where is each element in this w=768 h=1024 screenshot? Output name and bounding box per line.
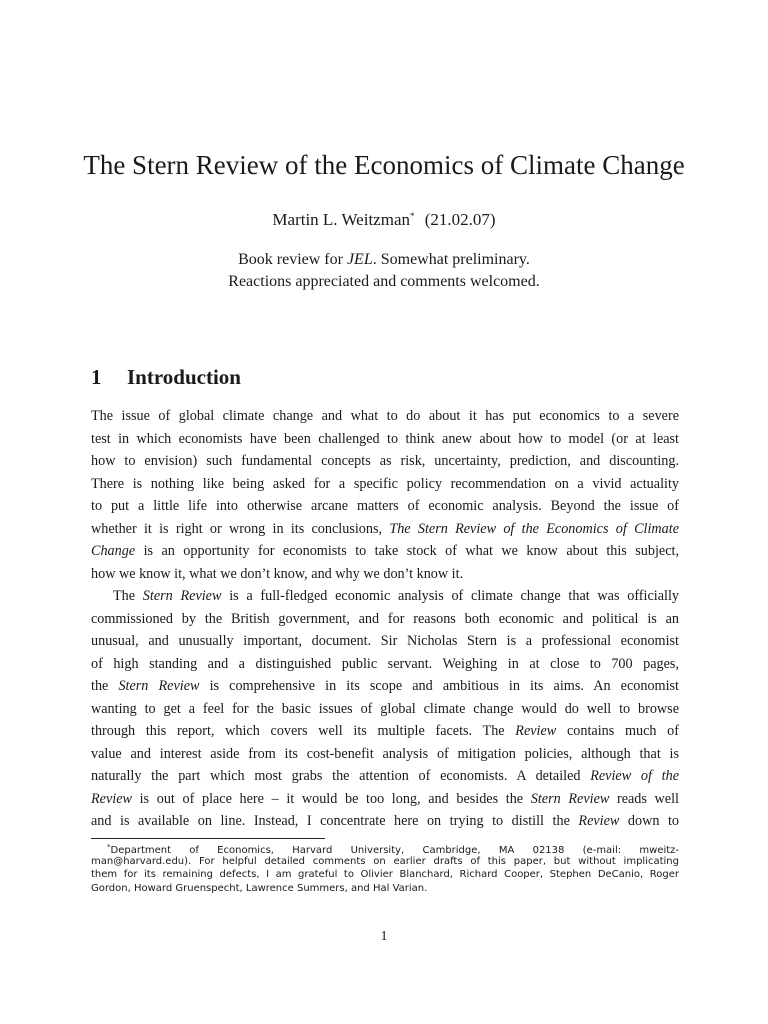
text-span: The	[113, 588, 143, 604]
text-span: through this report, which covers well its multiple facets. The	[91, 723, 516, 739]
book-title: Review	[515, 723, 557, 739]
book-title: Stern Review	[142, 588, 222, 604]
text-span: reads well	[609, 790, 679, 807]
book-title: The Stern Review of the Economics of Climate	[389, 520, 679, 537]
text-span: is an opportunity for economists to take stock of what we know about this subject,	[135, 543, 679, 559]
text-line	[91, 720, 679, 743]
footnote-marker: *	[107, 843, 111, 851]
text-span: down to	[619, 813, 679, 829]
author-footnote-marker: *	[410, 211, 415, 221]
review-note-prefix: Book review for	[238, 251, 347, 268]
text-line	[91, 518, 679, 541]
text-span: and is available on line. Instead, I concentrate here on trying to distill the	[91, 813, 579, 829]
body-text	[91, 405, 679, 833]
text-line: unusual, and unusually important, document. Sir Nicholas Stern is a professional economist	[91, 633, 679, 649]
review-note	[0, 249, 768, 271]
book-title: Review of the	[590, 768, 679, 784]
author-name: Martin L. Weitzman	[272, 210, 410, 229]
text-span: is out of place here – it would be too long, and besides the	[131, 790, 531, 807]
text-line: how to envision) such fundamental concepts as risk, uncertainty, prediction, and discounting.	[91, 453, 679, 469]
text-line: value and interest aside from its cost-benefit analysis of mitigation policies, although that is	[91, 745, 679, 762]
footnote-rule	[91, 838, 325, 839]
text-line: There is nothing like being asked for a specific policy recommendation on a vivid actuality	[91, 475, 679, 492]
text-line	[91, 675, 679, 698]
text-span: is a full-fledged economic analysis of climate change that was officially	[221, 588, 679, 604]
paper-date: (21.02.07)	[424, 210, 496, 229]
text-line: to put a little life into otherwise arcane matters of economic analysis. Beyond the issue of	[91, 498, 679, 514]
text-span: contains much of	[556, 723, 679, 739]
footnote	[91, 841, 679, 895]
author-line	[0, 204, 768, 232]
text-span: the	[91, 678, 119, 694]
text-line: test in which economists have been challenged to think anew about how to model (or at least	[91, 430, 679, 447]
text-line: commissioned by the British government, and for reasons both economic and political is an	[91, 610, 679, 627]
page-number: 1	[380, 929, 388, 944]
text-line: how we know it, what we don’t know, and why we don’t know it.	[91, 565, 464, 582]
book-title: Review	[91, 790, 132, 807]
footnote-line: Gordon, Howard Gruenspecht, Lawrence Summers, and Hal Varian.	[91, 882, 428, 894]
footnote-line	[91, 841, 679, 855]
text-line: of high standing and a distinguished public servant. Weighing in at close to 700 pages,	[91, 655, 679, 672]
footnote-line: them for its remaining defects, I am grateful to Olivier Blanchard, Richard Cooper, Stephen DeCanio, Roger	[91, 869, 679, 880]
book-title: Review	[578, 813, 620, 829]
footnote-text: Department of Economics, Harvard University, Cambridge, MA 02138 (e-mail: mweitz-	[110, 845, 679, 856]
book-title: Stern Review	[118, 678, 200, 694]
section-title: Introduction	[127, 365, 241, 389]
section-number: 1	[91, 365, 102, 389]
book-title: Stern Review	[530, 790, 610, 807]
book-title: Change	[91, 543, 136, 559]
text-line	[91, 765, 679, 788]
text-line: The issue of global climate change and what to do about it has put economics to a severe	[91, 408, 679, 424]
comments-note: Reactions appreciated and comments welcomed.	[228, 273, 540, 290]
text-line	[91, 788, 679, 811]
footnote-line: man@harvard.edu). For helpful detailed comments on earlier drafts of this paper, but without implicating	[91, 855, 679, 867]
text-span: naturally the part which most grabs the attention of economists. A detailed	[91, 768, 591, 784]
text-line	[91, 810, 679, 833]
text-line	[91, 585, 679, 608]
text-line: wanting to get a feel for the basic issues of global climate change would do well to browse	[91, 700, 679, 717]
text-span: whether it is right or wrong in its conclusions,	[91, 520, 390, 537]
section-heading	[91, 363, 241, 391]
paper-title: The Stern Review of the Economics of Climate Change	[83, 150, 685, 180]
text-span: is comprehensive in its scope and ambitious in its aims. An economist	[199, 678, 679, 694]
review-note-suffix: . Somewhat preliminary.	[372, 251, 530, 268]
text-line	[91, 540, 679, 563]
journal-name: JEL	[346, 251, 373, 268]
